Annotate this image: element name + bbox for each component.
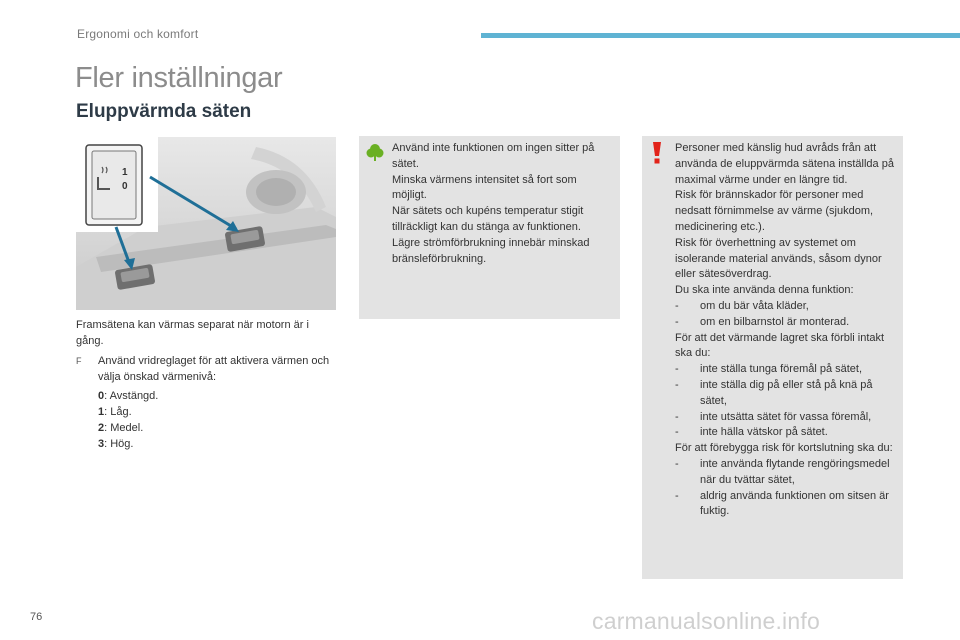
intro-text: Framsätena kan värmas separat när motorn är i gång. bbox=[76, 319, 309, 347]
warning-box bbox=[642, 136, 903, 579]
eco-tip-line: Minska värmens intensitet så fort som möjligt. bbox=[392, 173, 577, 202]
list-item: - inte hälla vätskor på sätet. bbox=[675, 426, 828, 439]
warning-text: Risk för brännskador för personer med nedsatt förnimmelse av värme (sjukdom, medicinering etc.). bbox=[675, 189, 874, 233]
seat-heater-illustration bbox=[76, 137, 336, 310]
list-item: - om en bilbarnstol är monterad. bbox=[675, 315, 850, 328]
dial-label-1: 1 bbox=[122, 167, 128, 178]
eco-tip-line: När sätets och kupéns temperatur stigit tillräckligt kan du stänga av funktionen. bbox=[392, 205, 584, 233]
warning-text: Personer med känslig hud avråds från att använda de eluppvärmda sätena inställda på maximal värme under en längre tid. bbox=[675, 142, 894, 186]
heat-level-item: 2: Medel. bbox=[98, 422, 144, 434]
heat-level-list bbox=[98, 388, 158, 452]
dial-label-0: 0 bbox=[122, 181, 128, 192]
watermark: carmanualsonline.info bbox=[592, 608, 820, 634]
warning-text: För att förebygga risk för kortslutning ska du: bbox=[675, 442, 893, 455]
list-item: - inte ställa tunga föremål på sätet, bbox=[675, 363, 863, 376]
page-number: 76 bbox=[30, 611, 43, 623]
heat-level-item: 3: Hög. bbox=[98, 438, 134, 450]
heat-level-item: 1: Låg. bbox=[98, 406, 132, 418]
list-item: - inte ställa dig på eller stå på knä på sätet, bbox=[675, 378, 873, 407]
warning-text: Risk för överhettning av systemet om isolerande material används, såsom dynor eller sätesöverdrag. bbox=[675, 236, 882, 281]
list-item: - inte använda flytande rengöringsmedel när du tvättar sätet, bbox=[675, 457, 890, 486]
exclamation-icon bbox=[651, 142, 663, 170]
leaf-icon bbox=[365, 142, 385, 168]
step-marker: F bbox=[76, 356, 82, 366]
heat-level-item: 0: Avstängd. bbox=[98, 390, 159, 402]
header-accent-bar bbox=[481, 33, 960, 38]
eco-tip-line: Använd inte funktionen om ingen sitter på sätet. bbox=[392, 142, 595, 170]
warning-text: Du ska inte använda denna funktion: bbox=[675, 284, 854, 297]
step-text: Använd vridreglaget för att aktivera värmen och välja önskad värmenivå: bbox=[98, 355, 330, 383]
eco-tip-box bbox=[359, 136, 620, 319]
list-item: - inte utsätta sätet för vassa föremål, bbox=[675, 410, 872, 423]
eco-tip-line: Lägre strömförbrukning innebär minskad bränsleförbrukning. bbox=[392, 236, 590, 265]
instruction-step bbox=[76, 354, 338, 385]
list-item: - aldrig använda funktionen om sitsen är fuktig. bbox=[675, 489, 889, 518]
page-title: Fler inställningar bbox=[75, 62, 283, 94]
page-subtitle: Eluppvärmda säten bbox=[76, 101, 252, 122]
warning-text: För att det värmande lagret ska förbli intakt ska du: bbox=[675, 331, 885, 360]
list-item: - om du bär våta kläder, bbox=[675, 299, 809, 312]
section-label: Ergonomi och komfort bbox=[77, 27, 199, 41]
